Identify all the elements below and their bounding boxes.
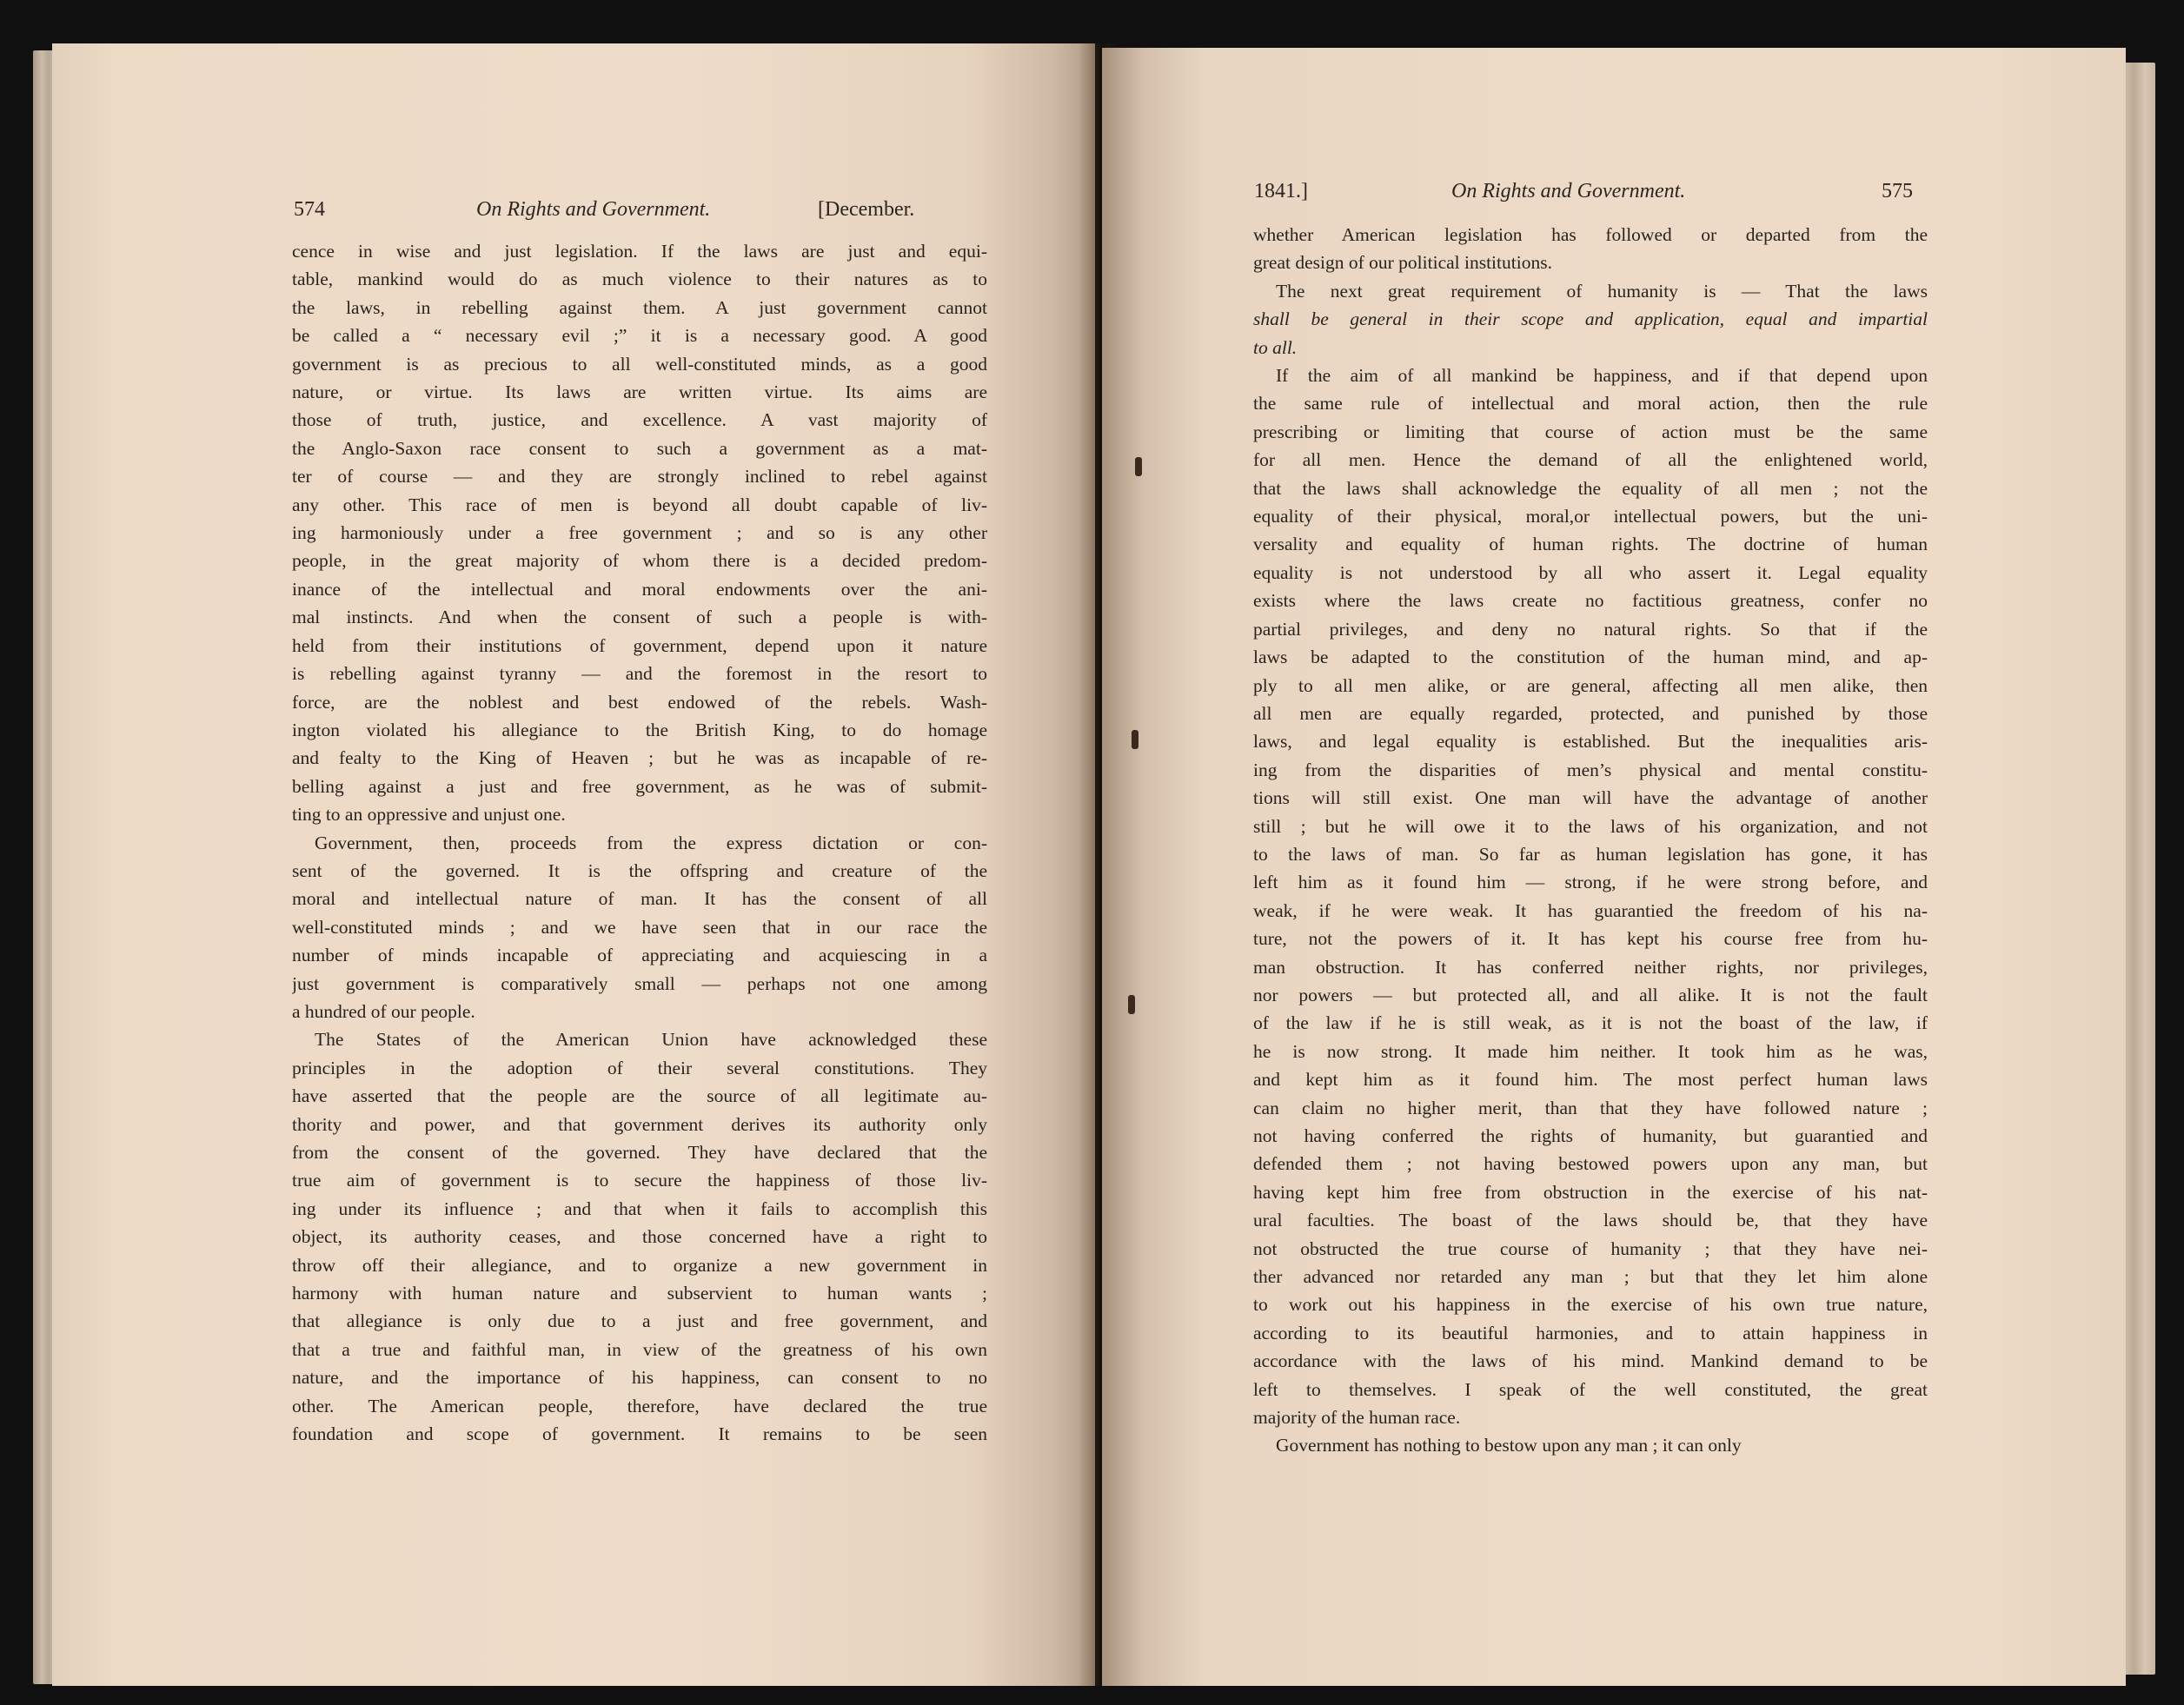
text-line: mal instincts. And when the consent of such a people is with- xyxy=(292,607,987,628)
text-line: ing from the disparities of men’s physical and mental constitu- xyxy=(1253,759,1928,780)
text-line: a hundred of our people. xyxy=(292,1000,475,1022)
text-line: he is now strong. It made him neither. It took him as he was, xyxy=(1253,1040,1928,1062)
text-line: ter of course — and they are strongly inclined to rebel against xyxy=(292,466,987,488)
running-title: On Rights and Government. xyxy=(1451,180,1686,202)
text-line: man obstruction. It has conferred neither rights, nor privileges, xyxy=(1253,956,1928,978)
text-line: and fealty to the King of Heaven ; but he was as incapable of re- xyxy=(292,747,987,769)
text-line: to all. xyxy=(1253,336,1298,358)
text-line: sent of the governed. It is the offspring and creature of the xyxy=(292,859,987,881)
text-line: The next great requirement of humanity is — That the laws xyxy=(1276,280,1928,302)
right-page xyxy=(1102,48,2126,1686)
text-line: shall be general in their scope and application, equal and impartial xyxy=(1253,308,1928,330)
text-line: tions will still exist. One man will have the advantage of another xyxy=(1253,787,1928,809)
text-line: any other. This race of men is beyond all doubt capable of liv- xyxy=(292,494,987,515)
text-line: nature, and the importance of his happiness, can consent to no xyxy=(292,1367,987,1389)
text-line: great design of our political institutions. xyxy=(1253,252,1552,274)
text-line: accordance with the laws of his mind. Mankind demand to be xyxy=(1253,1350,1928,1372)
text-line: belling against a just and free government, as he was of submit- xyxy=(292,775,987,797)
text-line: left him as it found him — strong, if he were strong before, and xyxy=(1253,872,1928,893)
text-line: the laws, in rebelling against them. A just government cannot xyxy=(292,296,987,318)
text-line: number of minds incapable of appreciating and acquiescing in a xyxy=(292,945,987,966)
text-line: object, its authority ceases, and those concerned have a right to xyxy=(292,1226,987,1248)
running-month: [December. xyxy=(818,198,915,221)
text-line: If the aim of all mankind be happiness, and if that depend upon xyxy=(1276,365,1928,387)
binding-hole-mark xyxy=(1132,730,1138,749)
text-line: laws, and legal equality is established. But the inequalities aris- xyxy=(1253,731,1928,753)
text-line: other. The American people, therefore, have declared the true xyxy=(292,1395,987,1416)
text-line: cence in wise and just legislation. If the laws are just and equi- xyxy=(292,241,987,262)
binding-hole-mark xyxy=(1135,457,1142,476)
text-line: Government has nothing to bestow upon any man ; it can only xyxy=(1276,1435,1742,1456)
text-line: ply to all men alike, or are general, affecting all men alike, then xyxy=(1253,674,1928,696)
text-line: defended them ; not having bestowed powers upon any man, but xyxy=(1253,1153,1928,1175)
text-line: inance of the intellectual and moral endowments over the ani- xyxy=(292,578,987,600)
text-line: moral and intellectual nature of man. It has the consent of all xyxy=(292,888,987,910)
text-line: the Anglo-Saxon race consent to such a government as a mat- xyxy=(292,437,987,459)
text-line: ther advanced nor retarded any man ; but that they let him alone xyxy=(1253,1266,1928,1288)
text-line: all men are equally regarded, protected, and punished by those xyxy=(1253,702,1928,724)
right-running-header xyxy=(1254,178,1928,208)
text-line: that allegiance is only due to a just and free government, and xyxy=(292,1310,987,1332)
text-line: government is as precious to all well-constituted minds, as a good xyxy=(292,353,987,375)
text-line: that the laws shall acknowledge the equality of all men ; not the xyxy=(1253,477,1928,499)
text-line: still ; but he will owe it to the laws of his organization, and not xyxy=(1253,815,1928,837)
text-line: for all men. Hence the demand of all the enlightened world, xyxy=(1253,449,1928,471)
left-body-text xyxy=(292,237,987,1448)
text-line: left to themselves. I speak of the well constituted, the great xyxy=(1253,1378,1928,1400)
text-line: prescribing or limiting that course of action must be the same xyxy=(1253,421,1928,442)
binding-hole-mark xyxy=(1128,995,1135,1014)
text-line: Government, then, proceeds from the express dictation or con- xyxy=(315,832,987,853)
text-line: equality is not understood by all who assert it. Legal equality xyxy=(1253,561,1928,583)
running-title: On Rights and Government. xyxy=(476,198,711,221)
page-number: 575 xyxy=(1882,180,1913,202)
text-line: ting to an oppressive and unjust one. xyxy=(292,804,566,826)
left-page xyxy=(52,43,1095,1686)
text-line: is rebelling against tyranny — and the foremost in the resort to xyxy=(292,663,987,685)
text-line: harmony with human nature and subservient to human wants ; xyxy=(292,1283,987,1304)
text-line: ing under its influence ; and that when it fails to accomplish this xyxy=(292,1197,987,1219)
text-line: ture, not the powers of it. It has kept his course free from hu- xyxy=(1253,928,1928,950)
text-line: having kept him free from obstruction in the exercise of his nat- xyxy=(1253,1181,1928,1203)
text-line: and kept him as it found him. The most perfect human laws xyxy=(1253,1069,1928,1091)
text-line: to work out his happiness in the exercise of his own true nature, xyxy=(1253,1294,1928,1316)
text-line: The States of the American Union have acknowledged these xyxy=(315,1029,987,1051)
year-label: 1841.] xyxy=(1254,180,1308,202)
text-line: weak, if he were weak. It has guarantied the freedom of his na- xyxy=(1253,899,1928,921)
text-line: whether American legislation has followed or departed from the xyxy=(1253,224,1928,245)
text-line: the same rule of intellectual and moral action, then the rule xyxy=(1253,393,1928,415)
right-body-text xyxy=(1253,221,1928,1460)
text-line: to the laws of man. So far as human legislation has gone, it has xyxy=(1253,843,1928,865)
text-line: force, are the noblest and best endowed of the rebels. Wash- xyxy=(292,691,987,713)
text-line: ing harmoniously under a free government ; and so is any other xyxy=(292,522,987,544)
text-line: those of truth, justice, and excellence. A vast majority of xyxy=(292,409,987,431)
text-line: that a true and faithful man, in view of the greatness of his own xyxy=(292,1338,987,1360)
text-line: laws be adapted to the constitution of the human mind, and ap- xyxy=(1253,647,1928,668)
text-line: versality and equality of human rights. The doctrine of human xyxy=(1253,534,1928,555)
text-line: ington violated his allegiance to the British King, to do homage xyxy=(292,719,987,740)
text-line: throw off their allegiance, and to organize a new government in xyxy=(292,1254,987,1276)
text-line: held from their institutions of government, depend upon it nature xyxy=(292,634,987,656)
text-line: not obstructed the true course of humanity ; that they have nei- xyxy=(1253,1237,1928,1259)
text-line: equality of their physical, moral,or intellectual powers, but the uni- xyxy=(1253,506,1928,527)
text-line: table, mankind would do as much violence to their natures as to xyxy=(292,269,987,290)
text-line: from the consent of the governed. They have declared that the xyxy=(292,1142,987,1163)
text-line: well-constituted minds ; and we have seen that in our race the xyxy=(292,916,987,938)
text-line: just government is comparatively small — perhaps not one among xyxy=(292,972,987,994)
left-running-header xyxy=(294,196,989,226)
text-line: ural faculties. The boast of the laws should be, that they have xyxy=(1253,1210,1928,1231)
text-line: of the law if he is still weak, as it is not the boast of the law, if xyxy=(1253,1012,1928,1034)
text-line: nature, or virtue. Its laws are written virtue. Its aims are xyxy=(292,381,987,403)
text-line: be called a “ necessary evil ;” it is a necessary good. A good xyxy=(292,325,987,347)
right-page-edges xyxy=(2121,63,2155,1675)
text-line: true aim of government is to secure the happiness of those liv- xyxy=(292,1170,987,1191)
page-number: 574 xyxy=(294,198,325,221)
text-line: not having conferred the rights of humanity, but guarantied and xyxy=(1253,1125,1928,1146)
text-line: majority of the human race. xyxy=(1253,1407,1461,1429)
text-line: nor powers — but protected all, and all alike. It is not the fault xyxy=(1253,984,1928,1005)
text-line: have asserted that the people are the source of all legitimate au- xyxy=(292,1085,987,1107)
text-line: principles in the adoption of their several constitutions. They xyxy=(292,1057,987,1078)
text-line: according to its beautiful harmonies, and to attain happiness in xyxy=(1253,1322,1928,1343)
text-line: partial privileges, and deny no natural rights. So that if the xyxy=(1253,618,1928,640)
text-line: foundation and scope of government. It remains to be seen xyxy=(292,1423,987,1445)
text-line: thority and power, and that government derives its authority only xyxy=(292,1113,987,1135)
text-line: can claim no higher merit, than that they have followed nature ; xyxy=(1253,1097,1928,1118)
text-line: people, in the great majority of whom there is a decided predom- xyxy=(292,550,987,572)
text-line: exists where the laws create no factitious greatness, confer no xyxy=(1253,590,1928,612)
